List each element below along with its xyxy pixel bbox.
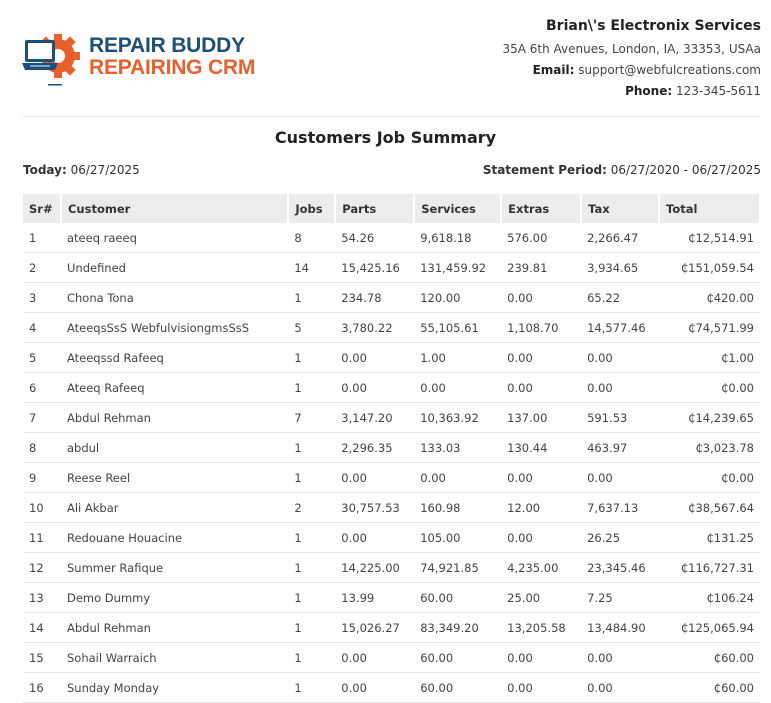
cell-extras: 25.00	[501, 583, 581, 613]
cell-jobs: 7	[288, 403, 335, 433]
cell-extras: 0.00	[501, 343, 581, 373]
statement-period	[483, 163, 761, 177]
cell-services: 133.03	[414, 433, 501, 463]
cell-extras: 130.44	[501, 433, 581, 463]
cell-customer: Abdul Rehman	[61, 613, 288, 643]
cell-services: 1.00	[414, 343, 501, 373]
table-row	[23, 403, 760, 433]
company-address: 35A 6th Avenues, London, IA, 33353, USAa	[502, 42, 761, 56]
cell-jobs: 2	[288, 493, 335, 523]
cell-extras: 137.00	[501, 403, 581, 433]
header-customer: Customer	[61, 194, 288, 223]
cell-extras: 576.00	[501, 223, 581, 253]
table-row	[23, 433, 760, 463]
cell-jobs: 1	[288, 283, 335, 313]
company-name: Brian\'s Electronix Services	[546, 18, 761, 34]
cell-services: 83,349.20	[414, 613, 501, 643]
cell-parts: 15,026.27	[335, 613, 414, 643]
cell-total: ₵74,571.99	[659, 313, 760, 343]
period-value: 06/27/2020 - 06/27/2025	[610, 163, 761, 177]
cell-total: ₵1.00	[659, 343, 760, 373]
cell-customer: Redouane Houacine	[61, 523, 288, 553]
cell-tax: 0.00	[581, 373, 659, 403]
cell-tax: 463.97	[581, 433, 659, 463]
cell-tax: 3,934.65	[581, 253, 659, 283]
cell-sr: 9	[23, 463, 61, 493]
table-row	[23, 673, 760, 703]
header-extras: Extras	[501, 194, 581, 223]
cell-sr: 3	[23, 283, 61, 313]
cell-jobs: 1	[288, 613, 335, 643]
header-total: Total	[659, 194, 760, 223]
cell-extras: 0.00	[501, 673, 581, 703]
today-value: 06/27/2025	[70, 163, 140, 177]
cell-total: ₵14,239.65	[659, 403, 760, 433]
cell-jobs: 1	[288, 373, 335, 403]
cell-parts: 3,780.22	[335, 313, 414, 343]
cell-customer: ateeq raeeq	[61, 223, 288, 253]
table-row	[23, 253, 760, 283]
header-services: Services	[414, 194, 501, 223]
header-tax: Tax	[581, 194, 659, 223]
cell-sr: 4	[23, 313, 61, 343]
cell-extras: 1,108.70	[501, 313, 581, 343]
cell-total: ₵125,065.94	[659, 613, 760, 643]
cell-total: ₵38,567.64	[659, 493, 760, 523]
cell-services: 120.00	[414, 283, 501, 313]
cell-customer: Chona Tona	[61, 283, 288, 313]
company-email	[503, 60, 762, 81]
cell-parts: 0.00	[335, 673, 414, 703]
cell-jobs: 8	[288, 223, 335, 253]
cell-parts: 0.00	[335, 373, 414, 403]
cell-tax: 7.25	[581, 583, 659, 613]
cell-jobs: 1	[288, 433, 335, 463]
laptop-gear-icon	[22, 32, 80, 88]
cell-services: 105.00	[414, 523, 501, 553]
header-parts: Parts	[335, 194, 414, 223]
cell-sr: 8	[23, 433, 61, 463]
cell-total: ₵60.00	[659, 673, 760, 703]
cell-customer: Undefined	[61, 253, 288, 283]
today-label: Today:	[23, 163, 67, 177]
cell-total: ₵131.25	[659, 523, 760, 553]
cell-customer: Abdul Rehman	[61, 403, 288, 433]
cell-customer: AteeqsSsS WebfulvisiongmsSsS	[61, 313, 288, 343]
cell-sr: 7	[23, 403, 61, 433]
cell-tax: 26.25	[581, 523, 659, 553]
cell-services: 10,363.92	[414, 403, 501, 433]
header-divider	[23, 116, 761, 117]
email-value: support@webfulcreations.com	[578, 63, 761, 77]
phone-label: Phone:	[625, 84, 673, 98]
cell-extras: 12.00	[501, 493, 581, 523]
cell-parts: 2,296.35	[335, 433, 414, 463]
cell-extras: 0.00	[501, 523, 581, 553]
cell-customer: Demo Dummy	[61, 583, 288, 613]
cell-sr: 5	[23, 343, 61, 373]
cell-extras: 0.00	[501, 283, 581, 313]
phone-value: 123-345-5611	[675, 84, 761, 98]
cell-tax: 0.00	[581, 463, 659, 493]
cell-parts: 13.99	[335, 583, 414, 613]
table-header-row	[23, 194, 760, 223]
cell-tax: 591.53	[581, 403, 659, 433]
cell-extras: 13,205.58	[501, 613, 581, 643]
cell-parts: 0.00	[335, 523, 414, 553]
cell-jobs: 1	[288, 643, 335, 673]
cell-sr: 10	[23, 493, 61, 523]
cell-jobs: 1	[288, 523, 335, 553]
cell-jobs: 1	[288, 583, 335, 613]
cell-tax: 0.00	[581, 643, 659, 673]
logo-line-1: REPAIR BUDDY	[89, 34, 245, 57]
cell-services: 131,459.92	[414, 253, 501, 283]
cell-parts: 3,147.20	[335, 403, 414, 433]
cell-customer: Ali Akbar	[61, 493, 288, 523]
cell-extras: 0.00	[501, 373, 581, 403]
cell-extras: 0.00	[501, 643, 581, 673]
cell-total: ₵151,059.54	[659, 253, 760, 283]
cell-total: ₵0.00	[659, 463, 760, 493]
cell-jobs: 5	[288, 313, 335, 343]
table-row	[23, 283, 760, 313]
cell-extras: 0.00	[501, 463, 581, 493]
table-row	[23, 313, 760, 343]
cell-sr: 6	[23, 373, 61, 403]
cell-extras: 239.81	[501, 253, 581, 283]
cell-parts: 54.26	[335, 223, 414, 253]
cell-sr: 1	[23, 223, 61, 253]
cell-parts: 15,425.16	[335, 253, 414, 283]
cell-parts: 30,757.53	[335, 493, 414, 523]
cell-total: ₵116,727.31	[659, 553, 760, 583]
period-label: Statement Period:	[482, 163, 607, 177]
cell-sr: 15	[23, 643, 61, 673]
cell-tax: 0.00	[581, 343, 659, 373]
cell-customer: Sohail Warraich	[61, 643, 288, 673]
cell-services: 60.00	[414, 583, 501, 613]
cell-tax: 7,637.13	[581, 493, 659, 523]
cell-total: ₵12,514.91	[659, 223, 760, 253]
company-info	[503, 16, 762, 102]
cell-total: ₵420.00	[659, 283, 760, 313]
cell-sr: 11	[23, 523, 61, 553]
table-row	[23, 343, 760, 373]
header-jobs: Jobs	[288, 194, 335, 223]
cell-sr: 12	[23, 553, 61, 583]
cell-extras: 4,235.00	[501, 553, 581, 583]
cell-services: 0.00	[414, 463, 501, 493]
cell-parts: 0.00	[335, 643, 414, 673]
cell-services: 55,105.61	[414, 313, 501, 343]
cell-customer: Sunday Monday	[61, 673, 288, 703]
cell-jobs: 1	[288, 463, 335, 493]
cell-services: 74,921.85	[414, 553, 501, 583]
cell-services: 160.98	[414, 493, 501, 523]
cell-tax: 65.22	[581, 283, 659, 313]
cell-services: 0.00	[414, 373, 501, 403]
table-row	[23, 583, 760, 613]
cell-total: ₵60.00	[659, 643, 760, 673]
table-row	[23, 553, 760, 583]
cell-jobs: 1	[288, 673, 335, 703]
customer-job-table	[23, 194, 761, 703]
cell-parts: 14,225.00	[335, 553, 414, 583]
cell-jobs: 1	[288, 343, 335, 373]
cell-customer: Reese Reel	[61, 463, 288, 493]
cell-total: ₵0.00	[659, 373, 760, 403]
cell-tax: 0.00	[581, 673, 659, 703]
email-label: Email:	[532, 63, 575, 77]
cell-customer: Ateeqssd Rafeeq	[61, 343, 288, 373]
cell-services: 60.00	[414, 643, 501, 673]
cell-tax: 14,577.46	[581, 313, 659, 343]
table-row	[23, 373, 760, 403]
cell-customer: abdul	[61, 433, 288, 463]
table-row	[23, 493, 760, 523]
cell-jobs: 1	[288, 553, 335, 583]
cell-parts: 234.78	[335, 283, 414, 313]
table-row	[23, 523, 760, 553]
cell-customer: Summer Rafique	[61, 553, 288, 583]
cell-customer: Ateeq Rafeeq	[61, 373, 288, 403]
cell-tax: 2,266.47	[581, 223, 659, 253]
company-logo	[22, 32, 262, 88]
cell-parts: 0.00	[335, 343, 414, 373]
cell-jobs: 14	[288, 253, 335, 283]
cell-sr: 16	[23, 673, 61, 703]
cell-sr: 13	[23, 583, 61, 613]
cell-services: 60.00	[414, 673, 501, 703]
table-row	[23, 223, 760, 253]
today-date	[23, 163, 140, 177]
cell-total: ₵3,023.78	[659, 433, 760, 463]
table-row	[23, 643, 760, 673]
logo-line-2: REPAIRING CRM	[89, 56, 256, 79]
table-row	[23, 463, 760, 493]
cell-tax: 23,345.46	[581, 553, 659, 583]
cell-tax: 13,484.90	[581, 613, 659, 643]
company-phone	[503, 81, 762, 102]
report-title: Customers Job Summary	[274, 128, 497, 147]
header-sr: Sr#	[23, 194, 61, 223]
cell-total: ₵106.24	[659, 583, 760, 613]
table-row	[23, 613, 760, 643]
cell-parts: 0.00	[335, 463, 414, 493]
cell-sr: 14	[23, 613, 61, 643]
cell-sr: 2	[23, 253, 61, 283]
cell-services: 9,618.18	[414, 223, 501, 253]
